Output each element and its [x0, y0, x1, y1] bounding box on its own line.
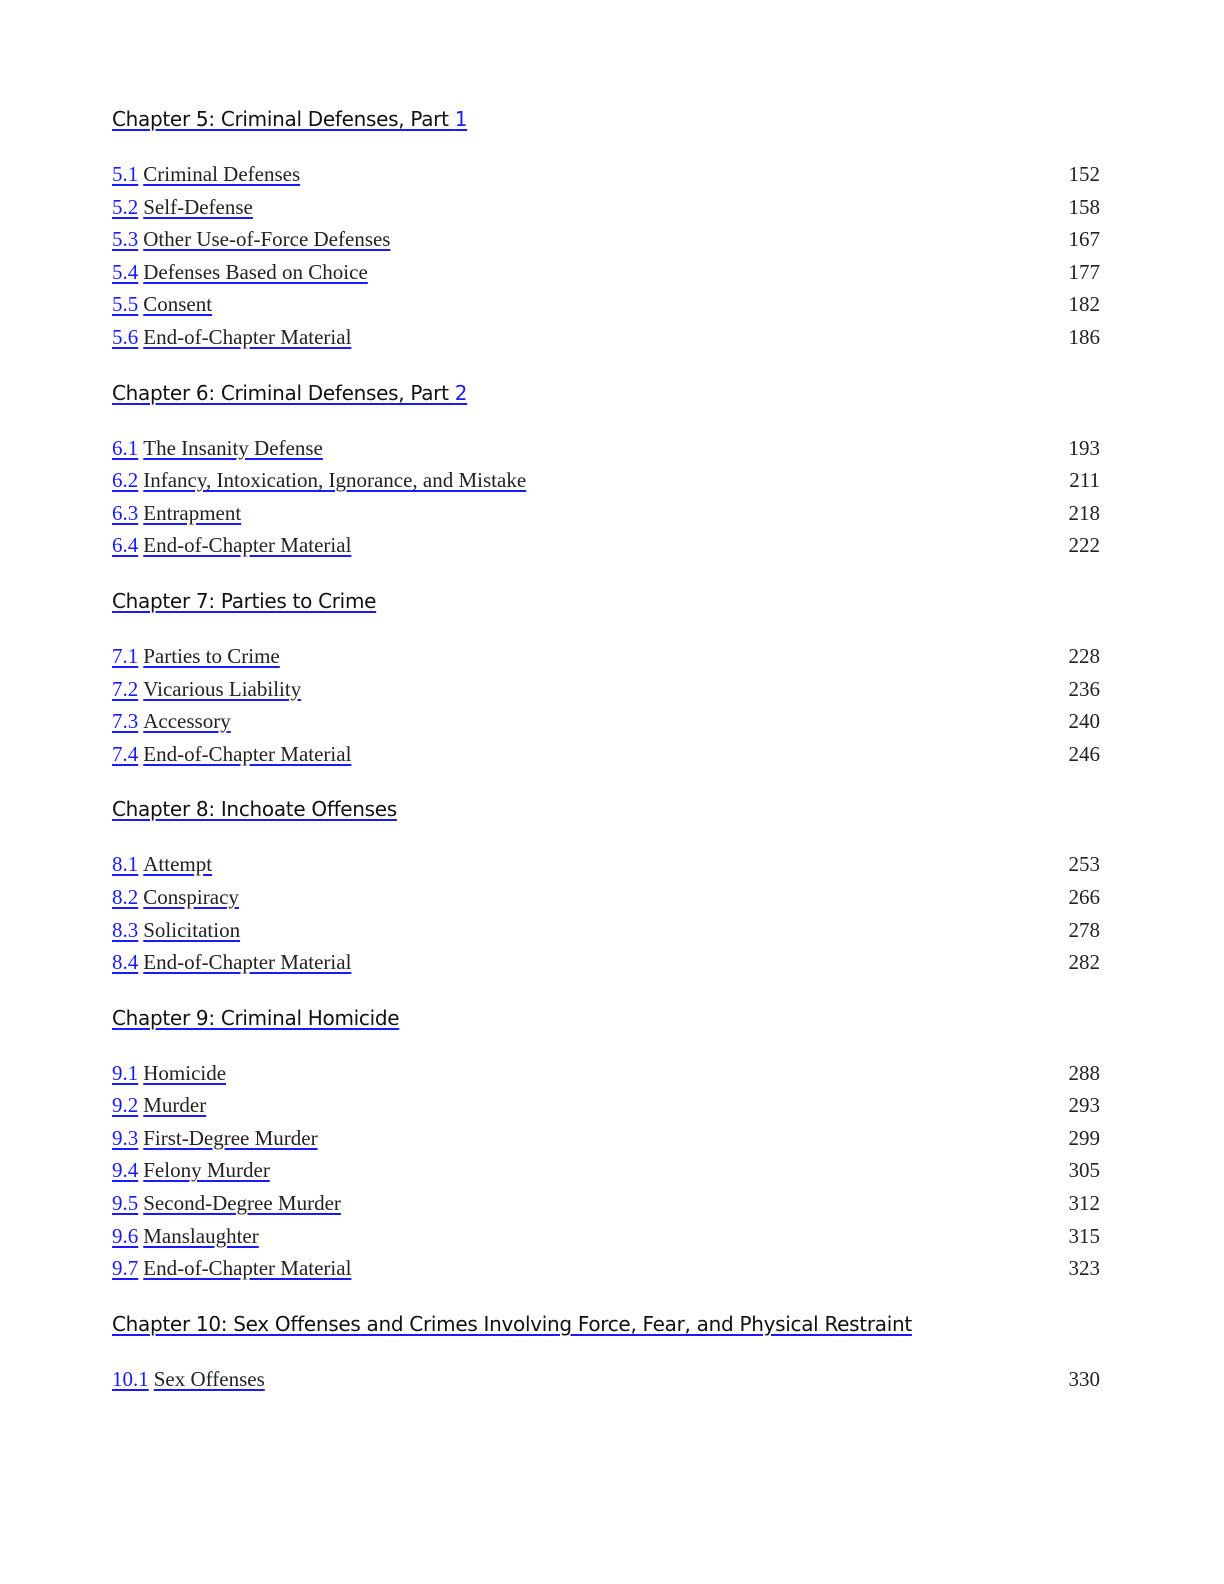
- page-number: 158: [1068, 194, 1100, 219]
- section-title-link[interactable]: Entrapment: [143, 500, 242, 525]
- toc-entry[interactable]: [112, 158, 1102, 191]
- toc-entry[interactable]: [112, 881, 1102, 914]
- page-number: 182: [1068, 292, 1100, 317]
- toc-entry[interactable]: [112, 191, 1102, 224]
- toc-entry[interactable]: [112, 1122, 1102, 1155]
- section-title-link[interactable]: Criminal Defenses: [143, 162, 301, 186]
- section-title-link[interactable]: Murder: [143, 1093, 207, 1118]
- toc-entry[interactable]: [112, 497, 1102, 530]
- section-number-link[interactable]: 8.2: [112, 884, 139, 909]
- toc-entry[interactable]: [112, 1089, 1102, 1122]
- section-title-link[interactable]: Other Use-of-Force Defenses: [143, 227, 391, 252]
- toc-entry[interactable]: [112, 1187, 1102, 1220]
- toc-entry[interactable]: [112, 464, 1102, 497]
- page-number: 293: [1068, 1093, 1100, 1118]
- toc-entry[interactable]: [112, 321, 1102, 354]
- page-number: 253: [1068, 852, 1100, 877]
- page-number: 152: [1068, 162, 1100, 186]
- toc-entry[interactable]: [112, 738, 1102, 771]
- section-title-link[interactable]: End-of-Chapter Material: [143, 1256, 352, 1281]
- section-number-link[interactable]: 9.5: [112, 1191, 139, 1216]
- section-title-link[interactable]: Homicide: [143, 1060, 227, 1085]
- section-title-link[interactable]: Sex Offenses: [153, 1366, 265, 1391]
- chapter-heading-text[interactable]: Chapter 9: Criminal Homicide: [112, 1005, 400, 1030]
- section-number-link[interactable]: 5.6: [112, 324, 139, 349]
- toc-entry[interactable]: [112, 673, 1102, 706]
- toc-entry[interactable]: [112, 946, 1102, 979]
- section-title-link[interactable]: Attempt: [143, 852, 213, 877]
- page-number: 305: [1068, 1158, 1100, 1183]
- chapter-heading[interactable]: [112, 100, 1102, 138]
- section-number-link[interactable]: 7.1: [112, 643, 139, 668]
- page-number: 218: [1068, 500, 1100, 525]
- section-title-link[interactable]: Solicitation: [143, 917, 241, 942]
- section-title-link[interactable]: Second-Degree Murder: [143, 1191, 341, 1216]
- table-of-contents: [112, 100, 1102, 1415]
- page-number: 278: [1068, 917, 1100, 942]
- toc-entry[interactable]: [112, 1363, 1102, 1396]
- section-title-link[interactable]: Defenses Based on Choice: [143, 259, 368, 284]
- section-title-link[interactable]: Manslaughter: [143, 1223, 259, 1248]
- section-title-link[interactable]: Conspiracy: [143, 884, 239, 909]
- toc-entry[interactable]: [112, 223, 1102, 256]
- section-title-link[interactable]: First-Degree Murder: [143, 1125, 318, 1150]
- chapter-heading-text[interactable]: Chapter 7: Parties to Crime: [112, 588, 377, 613]
- section-title-link[interactable]: End-of-Chapter Material: [143, 533, 352, 558]
- toc-entry[interactable]: [112, 432, 1102, 465]
- section-title-link[interactable]: Vicarious Liability: [143, 676, 302, 701]
- page-number: 299: [1068, 1125, 1100, 1150]
- chapter-entries: [112, 1363, 1102, 1396]
- chapter-part-link[interactable]: 1: [454, 107, 468, 131]
- section-title-link[interactable]: End-of-Chapter Material: [143, 741, 352, 766]
- section-number-link[interactable]: 9.6: [112, 1223, 139, 1248]
- section-number-link[interactable]: 7.3: [112, 709, 139, 734]
- chapter-heading-text[interactable]: Chapter 8: Inchoate Offenses: [112, 797, 397, 822]
- page-number: 323: [1068, 1256, 1100, 1281]
- page-number: 193: [1068, 435, 1100, 460]
- section-title-link[interactable]: Consent: [143, 292, 213, 317]
- page-number: 228: [1068, 643, 1100, 668]
- chapter-entries: [112, 158, 1102, 354]
- page-number: 240: [1068, 709, 1100, 734]
- chapter-heading-text[interactable]: Chapter 10: Sex Offenses and Crimes Involving Force, Fear, and Physical Restraint: [112, 1311, 912, 1336]
- section-title-link[interactable]: Felony Murder: [143, 1158, 270, 1183]
- toc-entry[interactable]: [112, 529, 1102, 562]
- section-number-link[interactable]: 8.1: [112, 852, 139, 877]
- toc-entry[interactable]: [112, 705, 1102, 738]
- chapter-entries: [112, 848, 1102, 978]
- section-number-link[interactable]: 5.2: [112, 194, 139, 219]
- section-number-link[interactable]: 8.3: [112, 917, 139, 942]
- toc-entry[interactable]: [112, 1057, 1102, 1090]
- section-number-link[interactable]: 9.3: [112, 1125, 139, 1150]
- chapter-heading[interactable]: [112, 999, 1102, 1037]
- section-title-link[interactable]: End-of-Chapter Material: [143, 324, 352, 349]
- page-number: 186: [1068, 324, 1100, 349]
- section-title-link[interactable]: Accessory: [143, 709, 231, 734]
- section-number-link[interactable]: 5.5: [112, 292, 139, 317]
- section-title-link[interactable]: The Insanity Defense: [143, 435, 323, 460]
- section-number-link[interactable]: 9.2: [112, 1093, 139, 1118]
- toc-entry[interactable]: [112, 288, 1102, 321]
- section-number-link[interactable]: 8.4: [112, 950, 139, 975]
- page-number: 312: [1068, 1191, 1100, 1216]
- chapter-part-link[interactable]: 2: [454, 380, 468, 405]
- section-title-link[interactable]: Parties to Crime: [143, 643, 280, 668]
- section-number-link[interactable]: 6.4: [112, 533, 139, 558]
- section-number-link[interactable]: 7.2: [112, 676, 139, 701]
- toc-entry[interactable]: [112, 1220, 1102, 1253]
- section-number-link[interactable]: 6.3: [112, 500, 139, 525]
- page-number: 315: [1068, 1223, 1100, 1248]
- page-number: 167: [1068, 227, 1100, 252]
- toc-entry[interactable]: [112, 640, 1102, 673]
- chapter-heading[interactable]: [112, 790, 1102, 828]
- page-number: 211: [1069, 468, 1100, 493]
- section-title-link[interactable]: Infancy, Intoxication, Ignorance, and Mistake: [143, 468, 527, 493]
- chapter-heading[interactable]: [112, 1305, 1102, 1343]
- chapter-heading-text[interactable]: Chapter 5: Criminal Defenses, Part: [112, 107, 455, 131]
- section-number-link[interactable]: 7.4: [112, 741, 139, 766]
- toc-entry[interactable]: [112, 1154, 1102, 1187]
- toc-entry[interactable]: [112, 914, 1102, 947]
- section-number-link[interactable]: 5.3: [112, 227, 139, 252]
- section-number-link[interactable]: 9.4: [112, 1158, 139, 1183]
- page-number: 330: [1068, 1366, 1100, 1391]
- chapter-entries: [112, 640, 1102, 770]
- section-number-link[interactable]: 10.1: [112, 1366, 149, 1391]
- section-number-link[interactable]: 5.4: [112, 259, 139, 284]
- page-number: 288: [1068, 1060, 1100, 1085]
- page-number: 266: [1068, 884, 1100, 909]
- section-number-link[interactable]: 6.1: [112, 435, 139, 460]
- page-number: 222: [1068, 533, 1100, 558]
- chapter-heading-text[interactable]: Chapter 6: Criminal Defenses, Part: [112, 380, 455, 405]
- page-number: 282: [1068, 950, 1100, 975]
- section-number-link[interactable]: 5.1: [112, 162, 139, 186]
- section-number-link[interactable]: 9.7: [112, 1256, 139, 1281]
- section-title-link[interactable]: End-of-Chapter Material: [143, 950, 352, 975]
- toc-entry[interactable]: [112, 848, 1102, 881]
- toc-entry[interactable]: [112, 1252, 1102, 1285]
- toc-entry[interactable]: [112, 256, 1102, 289]
- section-title-link[interactable]: Self-Defense: [143, 194, 253, 219]
- page-number: 236: [1068, 676, 1100, 701]
- page-number: 177: [1068, 259, 1100, 284]
- chapter-heading[interactable]: [112, 374, 1102, 412]
- chapter-entries: [112, 432, 1102, 562]
- section-number-link[interactable]: 6.2: [112, 468, 139, 493]
- chapter-entries: [112, 1057, 1102, 1285]
- section-number-link[interactable]: 9.1: [112, 1060, 139, 1085]
- page-number: 246: [1068, 741, 1100, 766]
- chapter-heading[interactable]: [112, 582, 1102, 620]
